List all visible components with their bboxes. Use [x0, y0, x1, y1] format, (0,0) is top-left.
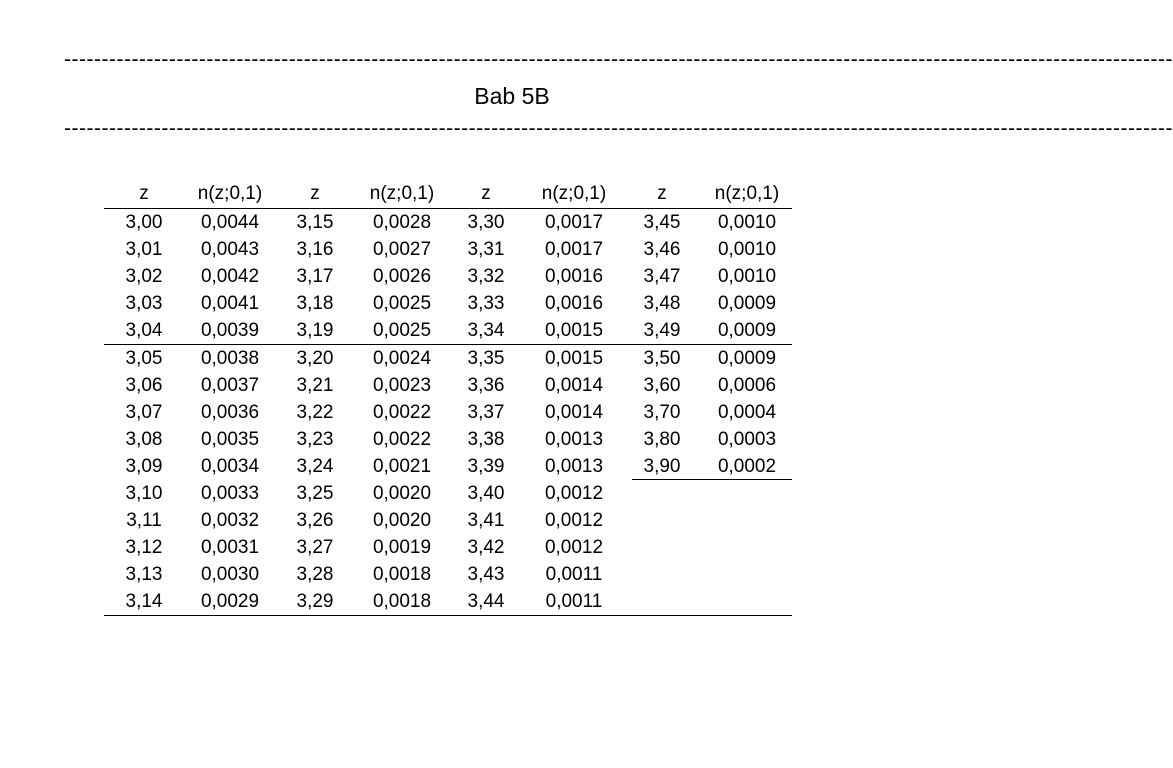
- table-cell: 0,0025: [372, 320, 432, 341]
- table-cell: 0,0044: [200, 212, 260, 233]
- table-cell: 3,06: [125, 375, 163, 396]
- table-cell: 3,00: [125, 212, 163, 233]
- table-cell: 3,44: [467, 591, 505, 612]
- table-cell: 0,0009: [717, 293, 777, 314]
- table-row: [104, 345, 792, 372]
- table-cell: 0,0016: [544, 293, 604, 314]
- table-cell: 3,40: [467, 483, 505, 504]
- table-cell: 3,35: [467, 348, 505, 369]
- page-title: Bab 5B: [474, 83, 550, 109]
- table-cell: 0,0012: [544, 510, 604, 531]
- table-row: [104, 534, 792, 561]
- table-cell: 3,03: [125, 293, 163, 314]
- table-cell: 3,14: [125, 591, 163, 612]
- table-cell: 3,23: [296, 429, 334, 450]
- table-row: [104, 399, 792, 426]
- bottom-dash-line: ----------------------------------------------------------------------------------------------------------------------------------------------------: [64, 117, 1173, 140]
- table-row: [104, 453, 792, 480]
- table-cell: 3,42: [467, 537, 505, 558]
- table-cell: 0,0039: [200, 320, 260, 341]
- table-cell: 3,39: [467, 456, 505, 477]
- table-cell: 0,0015: [544, 320, 604, 341]
- table-cell: 3,46: [643, 239, 681, 260]
- table-cell: 3,05: [125, 348, 163, 369]
- table-cell: 3,07: [125, 402, 163, 423]
- table-cell: 0,0027: [372, 239, 432, 260]
- table-cell: 0,0018: [372, 564, 432, 585]
- table-cell: 0,0032: [200, 510, 260, 531]
- table-cell: 3,41: [467, 510, 505, 531]
- table-cell: 3,10: [125, 483, 163, 504]
- table-cell: 3,47: [643, 266, 681, 287]
- table-cell: 3,49: [643, 320, 681, 341]
- table-cell: 0,0025: [372, 293, 432, 314]
- table-cell: 0,0003: [717, 429, 777, 450]
- table-cell: 0,0036: [200, 402, 260, 423]
- column-header-density-1: n(z;0,1): [197, 183, 263, 204]
- table-cell: 3,30: [467, 212, 505, 233]
- table-cell: 3,02: [125, 266, 163, 287]
- table-cell: 3,09: [125, 456, 163, 477]
- table-cell: 0,0017: [544, 239, 604, 260]
- table-cell: 3,43: [467, 564, 505, 585]
- table-row: [104, 317, 792, 345]
- table-cell: 3,22: [296, 402, 334, 423]
- table-cell: 0,0014: [544, 375, 604, 396]
- table-cell: 0,0030: [200, 564, 260, 585]
- table-cell: 0,0019: [372, 537, 432, 558]
- table-cell: 0,0043: [200, 239, 260, 260]
- table-cell: 0,0002: [717, 456, 777, 477]
- table-cell: 0,0020: [372, 510, 432, 531]
- table-cell: 3,36: [467, 375, 505, 396]
- table-cell: 0,0012: [544, 537, 604, 558]
- table-cell: 3,28: [296, 564, 334, 585]
- table-cell: 0,0020: [372, 483, 432, 504]
- table-cell: 3,45: [643, 212, 681, 233]
- table-cell: 0,0026: [372, 266, 432, 287]
- table-row: [104, 561, 792, 588]
- table-cell: 0,0010: [717, 239, 777, 260]
- table-cell: 3,48: [643, 293, 681, 314]
- table-cell: 3,21: [296, 375, 334, 396]
- table-cell: 0,0028: [372, 212, 432, 233]
- table-cell: 0,0010: [717, 212, 777, 233]
- table-cell: 3,19: [296, 320, 334, 341]
- table-cell: 0,0010: [717, 266, 777, 287]
- table-cell: 0,0022: [372, 429, 432, 450]
- table-cell: 0,0012: [544, 483, 604, 504]
- table-row: [104, 507, 792, 534]
- table-cell: 0,0011: [545, 591, 603, 612]
- table-cell: 0,0011: [545, 564, 603, 585]
- table-cell: 0,0023: [372, 375, 432, 396]
- table-cell: 0,0035: [200, 429, 260, 450]
- table-cell: 0,0041: [200, 293, 260, 314]
- table-cell: 0,0004: [717, 402, 777, 423]
- table-cell: 3,01: [125, 239, 163, 260]
- table-cell: 0,0031: [200, 537, 260, 558]
- table-cell: 0,0018: [372, 591, 432, 612]
- table-cell: 0,0017: [544, 212, 604, 233]
- column-header-z-4: z: [657, 183, 667, 204]
- normal-density-table: [104, 180, 792, 616]
- table-row: [104, 290, 792, 317]
- table-cell: 3,08: [125, 429, 163, 450]
- column-header-z-3: z: [481, 183, 491, 204]
- table-cell: 3,12: [125, 537, 163, 558]
- table-cell: 3,70: [643, 402, 681, 423]
- table-cell: 3,37: [467, 402, 505, 423]
- table-cell: 0,0033: [200, 483, 260, 504]
- table-row: [104, 236, 792, 263]
- column-header-z-2: z: [310, 183, 320, 204]
- table-cell: 0,0013: [544, 429, 604, 450]
- table-cell: 3,24: [296, 456, 334, 477]
- table-cell: 0,0021: [372, 456, 432, 477]
- table-cell: 0,0014: [544, 402, 604, 423]
- table-cell: 0,0015: [544, 348, 604, 369]
- last-column-bottom-rule: [632, 479, 792, 480]
- table-header-row: [104, 180, 792, 209]
- table-cell: 0,0024: [372, 348, 432, 369]
- table-cell: 0,0038: [200, 348, 260, 369]
- column-header-density-2: n(z;0,1): [369, 183, 435, 204]
- table-cell: 3,11: [126, 510, 162, 531]
- table-cell: 3,29: [296, 591, 334, 612]
- table-cell: 0,0042: [200, 266, 260, 287]
- table-cell: 3,18: [296, 293, 334, 314]
- table-cell: 3,17: [296, 266, 334, 287]
- table-cell: 3,31: [467, 239, 505, 260]
- table-row: [104, 263, 792, 290]
- table-cell: 3,90: [643, 456, 681, 477]
- table-cell: 3,13: [125, 564, 163, 585]
- top-dash-line: ----------------------------------------------------------------------------------------------------------------------------------------------------: [64, 48, 1173, 71]
- table-cell: 0,0009: [717, 320, 777, 341]
- table-cell: 3,50: [643, 348, 681, 369]
- table-cell: 3,04: [125, 320, 163, 341]
- table-cell: 0,0034: [200, 456, 260, 477]
- table-cell: 0,0009: [717, 348, 777, 369]
- table-cell: 3,60: [643, 375, 681, 396]
- table-cell: 3,80: [643, 429, 681, 450]
- table-body: [104, 209, 792, 616]
- column-header-z-1: z: [139, 183, 149, 204]
- table-cell: 0,0022: [372, 402, 432, 423]
- table-row: [104, 426, 792, 453]
- table-cell: 3,32: [467, 266, 505, 287]
- table-cell: 3,15: [296, 212, 334, 233]
- table-row: [104, 372, 792, 399]
- table-cell: 0,0037: [200, 375, 260, 396]
- column-header-density-4: n(z;0,1): [714, 183, 780, 204]
- table-row: [104, 209, 792, 236]
- table-cell: 3,16: [296, 239, 334, 260]
- table-cell: 0,0013: [544, 456, 604, 477]
- table-cell: 3,33: [467, 293, 505, 314]
- column-header-density-3: n(z;0,1): [541, 183, 607, 204]
- table-cell: 3,25: [296, 483, 334, 504]
- table-cell: 0,0016: [544, 266, 604, 287]
- table-cell: 3,20: [296, 348, 334, 369]
- table-cell: 0,0029: [200, 591, 260, 612]
- table-cell: 3,27: [296, 537, 334, 558]
- table-cell: 3,38: [467, 429, 505, 450]
- table-cell: 3,26: [296, 510, 334, 531]
- table-row: [104, 588, 792, 616]
- table-cell: 3,34: [467, 320, 505, 341]
- table-cell: 0,0006: [717, 375, 777, 396]
- table-row: [104, 480, 792, 507]
